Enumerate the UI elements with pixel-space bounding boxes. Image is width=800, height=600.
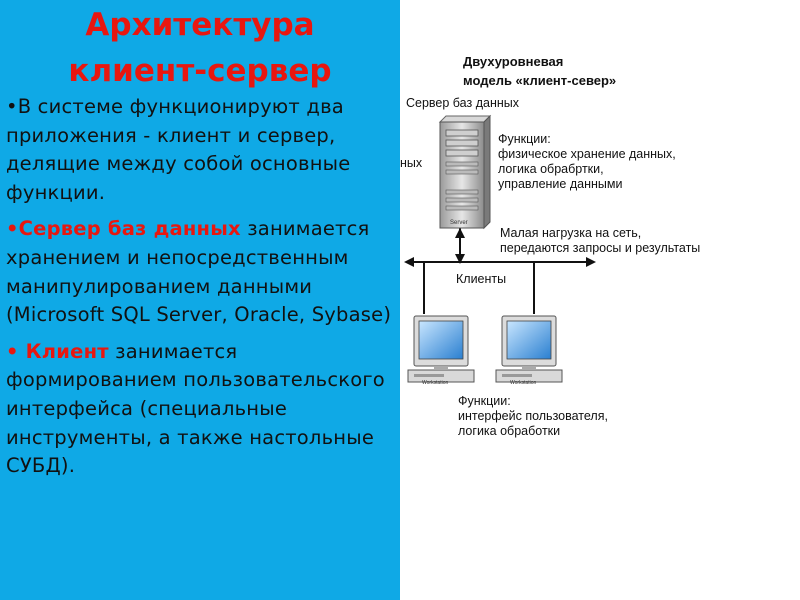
workstation-icon [496,316,562,386]
workstation-icon [408,316,474,386]
title-line-1: Архитектура [85,7,315,43]
bullet-highlight-server: Сервер баз данных [18,217,241,241]
bullet-text: занимается формированием пользовательского интерфейса (специальные инструменты, а также настольные СУБД). [6,339,385,478]
clients-label: Клиенты [456,272,507,286]
bullet-item-applications [6,93,396,207]
diagram-heading: Двухуровневая модель «клиент-север» [463,54,617,88]
server-label: Сервер баз данных [406,96,519,110]
client-functions: Функции: интерфейс пользователя, логика обработки [458,394,608,438]
client-server-diagram [400,0,800,600]
diagram-drawing [400,0,800,600]
bullet-item-server [6,215,396,329]
workstation-label: Workstation [422,380,449,386]
workstation-label: Workstation [510,380,537,386]
arrow-up-icon [455,228,465,238]
bullet-highlight-client: Клиент [25,339,109,363]
server-functions: Функции: физическое хранение данных, логика обрабртки, управление данными [498,132,676,191]
cut-off-text: ных [400,156,423,170]
bullet-item-client [6,338,396,481]
bullet-text: •В системе функционируют два приложения - клиент и сервер, делящие между собой основные функции. [6,95,351,204]
server-case-label: Server [450,220,468,226]
network-note: Малая нагрузка на сеть, передаются запросы и результаты [500,226,701,255]
bullet-marker: • [6,217,19,241]
server-icon [440,116,490,228]
bullet-marker: • [6,339,26,363]
arrow-right-icon [586,257,596,267]
arrow-left-icon [404,257,414,267]
slide-title [0,2,400,94]
bullet-text: занимается хранением и непосредственным манипулированием данными (Microsoft SQL Server, Oracle, Sybase) [6,217,392,327]
title-line-2: клиент-сервер [68,53,332,89]
bullet-list [6,93,396,489]
